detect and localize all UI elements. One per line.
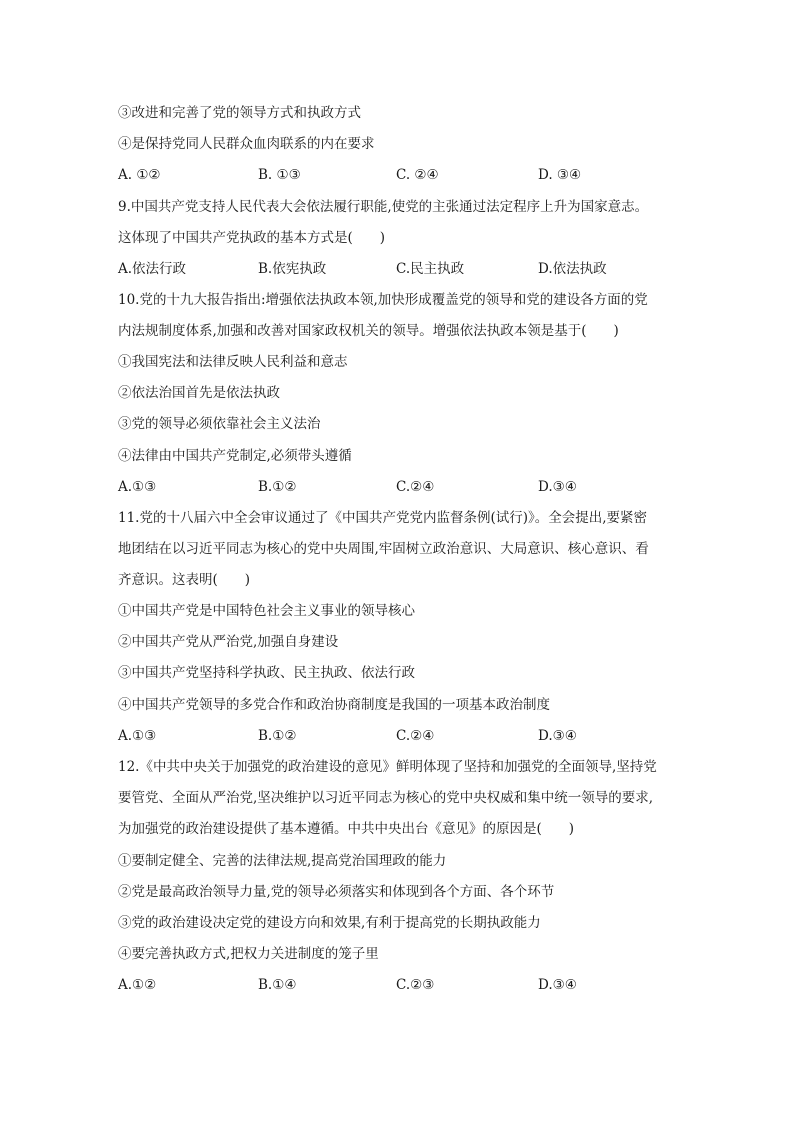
q10-options — [118, 478, 738, 496]
q11-options — [118, 727, 738, 745]
q8-option-b[interactable]: B. ①③ — [258, 167, 301, 183]
q11-option-a[interactable]: A.①③ — [118, 728, 157, 744]
q10-stem-line-1: 10.党的十九大报告指出:增强依法执政本领,加快形成覆盖党的领导和党的建设各方面的党 — [118, 292, 648, 308]
q10-statement-4: ④法律由中国共产党制定,必须带头遵循 — [118, 448, 352, 464]
q9-option-d[interactable]: D.依法执政 — [538, 261, 607, 277]
q10-option-a[interactable]: A.①③ — [118, 479, 157, 495]
q8-option-c[interactable]: C. ②④ — [396, 167, 439, 183]
q9-options — [118, 260, 738, 278]
q12-option-b[interactable]: B.①④ — [258, 977, 297, 993]
q9-option-b[interactable]: B.依宪执政 — [258, 261, 327, 277]
q11-statement-1: ①中国共产党是中国特色社会主义事业的领导核心 — [118, 603, 415, 619]
q10-stem-line-2: 内法规制度体系,加强和改善对国家政权机关的领导。增强依法执政本领是基于( ) — [118, 323, 619, 339]
q11-option-c[interactable]: C.②④ — [396, 728, 435, 744]
q11-statement-3: ③中国共产党坚持科学执政、民主执政、依法行政 — [118, 665, 415, 681]
q12-statement-1: ①要制定健全、完善的法律法规,提高党治国理政的能力 — [118, 853, 447, 869]
q12-options — [118, 976, 738, 994]
q12-stem-line-2: 要管党、全面从严治党,坚决维护以习近平同志为核心的党中央权威和集中统一领导的要求, — [118, 790, 654, 806]
q8-statement-4: ④是保持党同人民群众血肉联系的内在要求 — [118, 136, 375, 152]
q9-option-c[interactable]: C.民主执政 — [396, 261, 465, 277]
q12-stem-line-1: 12.《中共中央关于加强党的政治建设的意见》鲜明体现了坚持和加强党的全面领导,坚持党 — [118, 759, 657, 775]
q8-option-a[interactable]: A. ①② — [118, 167, 161, 183]
q11-statement-2: ②中国共产党从严治党,加强自身建设 — [118, 634, 339, 650]
q10-option-d[interactable]: D.③④ — [538, 479, 577, 495]
q10-statement-2: ②依法治国首先是依法执政 — [118, 385, 280, 401]
q11-stem-line-2: 地团结在以习近平同志为核心的党中央周围,牢固树立政治意识、大局意识、核心意识、看 — [118, 541, 649, 557]
q12-option-a[interactable]: A.①② — [118, 977, 157, 993]
q9-option-a[interactable]: A.依法行政 — [118, 261, 187, 277]
q10-statement-3: ③党的领导必须依靠社会主义法治 — [118, 416, 321, 432]
q12-option-d[interactable]: D.③④ — [538, 977, 577, 993]
q9-stem-line-2: 这体现了中国共产党执政的基本方式是( ) — [118, 230, 386, 246]
q12-option-c[interactable]: C.②③ — [396, 977, 435, 993]
q8-statement-3: ③改进和完善了党的领导方式和执政方式 — [118, 105, 361, 121]
q12-stem-line-3: 为加强党的政治建设提供了基本遵循。中共中央出台《意见》的原因是( ) — [118, 821, 575, 837]
q8-option-d[interactable]: D. ③④ — [538, 167, 582, 183]
q10-statement-1: ①我国宪法和法律反映人民利益和意志 — [118, 354, 348, 370]
q10-option-b[interactable]: B.①② — [258, 479, 297, 495]
q8-options — [118, 166, 738, 184]
q10-option-c[interactable]: C.②④ — [396, 479, 435, 495]
q9-stem-line-1: 9.中国共产党支持人民代表大会依法履行职能,使党的主张通过法定程序上升为国家意志。 — [118, 199, 649, 215]
q11-stem-line-3: 齐意识。这表明( ) — [118, 572, 251, 588]
q11-stem-line-1: 11.党的十八届六中全会审议通过了《中国共产党党内监督条例(试行)》。全会提出,要紧密 — [118, 510, 648, 526]
q11-option-d[interactable]: D.③④ — [538, 728, 577, 744]
q11-option-b[interactable]: B.①② — [258, 728, 297, 744]
q12-statement-3: ③党的政治建设决定党的建设方向和效果,有利于提高党的长期执政能力 — [118, 915, 541, 931]
q12-statement-4: ④要完善执政方式,把权力关进制度的笼子里 — [118, 946, 379, 962]
q11-statement-4: ④中国共产党领导的多党合作和政治协商制度是我国的一项基本政治制度 — [118, 697, 550, 713]
q12-statement-2: ②党是最高政治领导力量,党的领导必须落实和体现到各个方面、各个环节 — [118, 884, 555, 900]
